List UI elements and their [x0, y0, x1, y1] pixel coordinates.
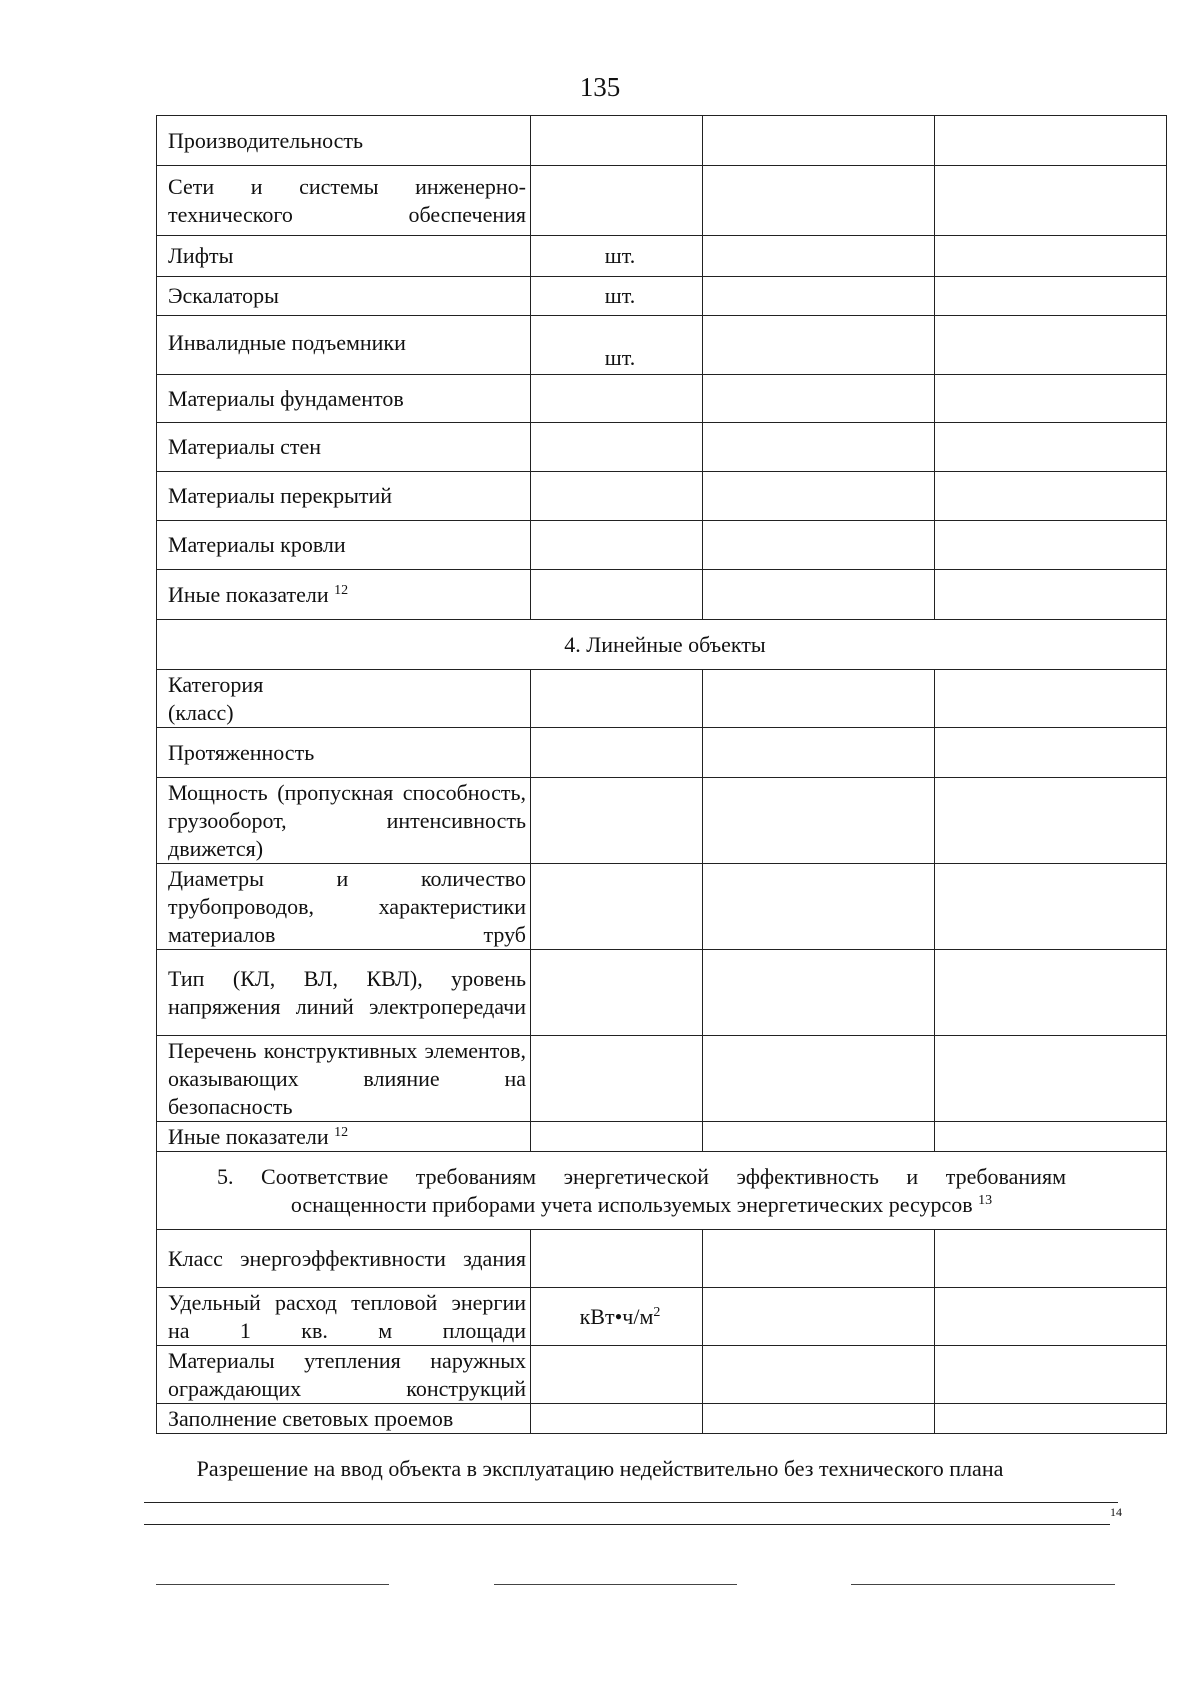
table-row — [157, 1036, 1167, 1122]
unit-cell — [531, 166, 703, 236]
value-cell-fact[interactable] — [935, 423, 1167, 472]
row-label: Заполнение световых проемов — [157, 1404, 531, 1434]
value-cell-project[interactable] — [703, 1122, 935, 1152]
unit-cell — [531, 1122, 703, 1152]
row-label: Эскалаторы — [157, 277, 531, 316]
unit-cell — [531, 472, 703, 521]
unit-cell — [531, 778, 703, 864]
footnote-ref: 13 — [978, 1192, 993, 1208]
table-row — [157, 316, 1167, 375]
value-cell-project[interactable] — [703, 1346, 935, 1404]
unit-cell: шт. — [531, 236, 703, 277]
value-cell-fact[interactable] — [935, 864, 1167, 950]
signature-line-2 — [494, 1584, 737, 1585]
value-cell-fact[interactable] — [935, 236, 1167, 277]
table-row — [157, 864, 1167, 950]
table-row — [157, 1122, 1167, 1152]
footnote-marker: 14 — [1110, 1505, 1122, 1519]
value-cell-project[interactable] — [703, 1404, 935, 1434]
unit-cell — [531, 728, 703, 778]
table-row — [157, 1346, 1167, 1404]
unit-cell — [531, 1230, 703, 1288]
unit-cell — [531, 864, 703, 950]
value-cell-fact[interactable] — [935, 316, 1167, 375]
row-label: Перечень конструктивных элементов, оказывающих влияние на безопасность — [157, 1036, 531, 1122]
value-cell-project[interactable] — [703, 166, 935, 236]
row-label-line2: (класс) — [168, 699, 234, 725]
unit-cell — [531, 375, 703, 423]
value-cell-project[interactable] — [703, 950, 935, 1036]
row-label — [157, 570, 531, 620]
unit-cell — [531, 521, 703, 570]
unit-cell — [531, 116, 703, 166]
footnote-ref: 12 — [334, 1124, 349, 1140]
value-cell-fact[interactable] — [935, 1346, 1167, 1404]
table-row — [157, 277, 1167, 316]
value-cell-fact[interactable] — [935, 1404, 1167, 1434]
unit-cell — [531, 570, 703, 620]
footnote-ref: 12 — [334, 582, 349, 598]
table-row — [157, 728, 1167, 778]
table-row — [157, 670, 1167, 728]
table-row — [157, 375, 1167, 423]
value-cell-fact[interactable] — [935, 166, 1167, 236]
unit-cell — [531, 1036, 703, 1122]
value-cell-project[interactable] — [703, 521, 935, 570]
row-label — [157, 1122, 531, 1152]
row-label: Диаметры и количество трубопроводов, характеристики материалов труб — [157, 864, 531, 950]
value-cell-fact[interactable] — [935, 1122, 1167, 1152]
row-label: Тип (КЛ, ВЛ, КВЛ), уровень напряжения линий электропередачи — [157, 950, 531, 1036]
footnote-divider-bottom — [144, 1524, 1110, 1525]
signature-line-1 — [156, 1584, 389, 1585]
validity-note: Разрешение на ввод объекта в эксплуатацию недействительно без технического плана — [196, 1456, 1004, 1481]
value-cell-fact[interactable] — [935, 1288, 1167, 1346]
row-label — [157, 670, 531, 728]
row-label: Мощность (пропускная способность, грузооборот, интенсивность движется) — [157, 778, 531, 864]
indicators-table — [156, 115, 1167, 1434]
row-label: Удельный расход тепловой энергии на 1 кв. м площади — [157, 1288, 531, 1346]
unit-cell — [531, 670, 703, 728]
value-cell-fact[interactable] — [935, 778, 1167, 864]
section-4-title: 4. Линейные объекты — [157, 620, 1167, 670]
table-row — [157, 521, 1167, 570]
unit-text: кВт•ч/м — [579, 1303, 654, 1329]
value-cell-project[interactable] — [703, 1230, 935, 1288]
row-label: Класс энергоэффективности здания — [157, 1230, 531, 1288]
unit-cell — [531, 950, 703, 1036]
value-cell-fact[interactable] — [935, 1230, 1167, 1288]
value-cell-project[interactable] — [703, 1036, 935, 1122]
table-row — [157, 950, 1167, 1036]
value-cell-project[interactable] — [703, 778, 935, 864]
table-row — [157, 472, 1167, 521]
section-5-title — [157, 1152, 1167, 1230]
row-label-text: Иные показатели — [168, 581, 329, 607]
unit-cell — [531, 423, 703, 472]
table-row — [157, 1288, 1167, 1346]
row-label: Материалы кровли — [157, 521, 531, 570]
table-row — [157, 778, 1167, 864]
unit-cell: шт. — [531, 277, 703, 316]
signature-line-3 — [851, 1584, 1115, 1585]
unit-cell — [531, 1288, 703, 1346]
row-label-text: Иные показатели — [168, 1123, 329, 1149]
value-cell-project[interactable] — [703, 236, 935, 277]
value-cell-project[interactable] — [703, 728, 935, 778]
table-row — [157, 1404, 1167, 1434]
value-cell-fact[interactable] — [935, 728, 1167, 778]
section-5-title-text: 5. Соответствие требованиям энергетической эффективность и требованиям оснащенности приборами учета используемых энергетических ресурсов — [217, 1163, 1066, 1217]
value-cell-fact[interactable] — [935, 570, 1167, 620]
table-row — [157, 166, 1167, 236]
table-row — [157, 423, 1167, 472]
value-cell-project[interactable] — [703, 1288, 935, 1346]
value-cell-fact[interactable] — [935, 472, 1167, 521]
section-header-row — [157, 620, 1167, 670]
row-label: Сети и системы инженерно-технического обеспечения — [157, 166, 531, 236]
value-cell-project[interactable] — [703, 570, 935, 620]
value-cell-project[interactable] — [703, 116, 935, 166]
row-label: Инвалидные подъемники — [157, 316, 531, 375]
unit-cell — [531, 1404, 703, 1434]
row-label: Лифты — [157, 236, 531, 277]
unit-cell: шт. — [531, 316, 703, 375]
value-cell-fact[interactable] — [935, 950, 1167, 1036]
row-label: Протяженность — [157, 728, 531, 778]
page-number: 135 — [579, 72, 621, 102]
value-cell-project[interactable] — [703, 472, 935, 521]
value-cell-fact[interactable] — [935, 1036, 1167, 1122]
section-header-row — [157, 1152, 1167, 1230]
table-row — [157, 570, 1167, 620]
row-label: Материалы стен — [157, 423, 531, 472]
table-row — [157, 1230, 1167, 1288]
value-cell-fact[interactable] — [935, 375, 1167, 423]
value-cell-project[interactable] — [703, 316, 935, 375]
row-label: Материалы фундаментов — [157, 375, 531, 423]
table-row — [157, 236, 1167, 277]
row-label-line1: Категория — [168, 671, 264, 697]
value-cell-project[interactable] — [703, 670, 935, 728]
value-cell-project[interactable] — [703, 277, 935, 316]
table-row — [157, 116, 1167, 166]
unit-superscript: 2 — [653, 1304, 661, 1320]
value-cell-fact[interactable] — [935, 277, 1167, 316]
value-cell-fact[interactable] — [935, 521, 1167, 570]
row-label: Материалы перекрытий — [157, 472, 531, 521]
footnote-divider-top — [144, 1502, 1118, 1503]
value-cell-project[interactable] — [703, 864, 935, 950]
row-label: Материалы утепления наружных ограждающих конструкций — [157, 1346, 531, 1404]
value-cell-project[interactable] — [703, 423, 935, 472]
row-label: Производительность — [157, 116, 531, 166]
value-cell-fact[interactable] — [935, 116, 1167, 166]
unit-cell — [531, 1346, 703, 1404]
value-cell-project[interactable] — [703, 375, 935, 423]
value-cell-fact[interactable] — [935, 670, 1167, 728]
